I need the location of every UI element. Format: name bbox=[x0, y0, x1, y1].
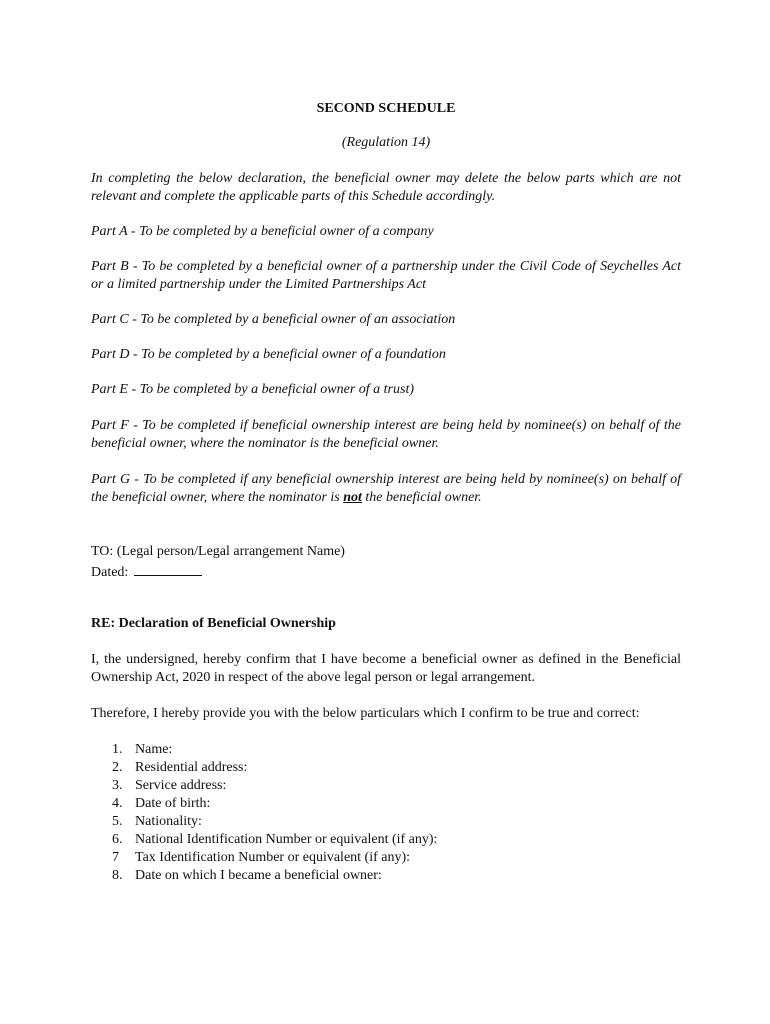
list-item-number: 7 bbox=[112, 850, 119, 865]
list-item-number: 3. bbox=[112, 778, 123, 793]
list-item bbox=[91, 813, 681, 831]
list-item-label: Service address: bbox=[135, 778, 227, 793]
re-heading: RE: Declaration of Beneficial Ownership bbox=[91, 616, 336, 631]
list-item-number: 6. bbox=[112, 832, 123, 847]
list-item-label: National Identification Number or equivalent (if any): bbox=[135, 832, 438, 847]
addressee-to: TO: (Legal person/Legal arrangement Name) bbox=[91, 544, 345, 559]
document-page bbox=[91, 100, 681, 885]
provide-paragraph: Therefore, I hereby provide you with the below particulars which I confirm to be true and correct: bbox=[91, 706, 640, 721]
list-item-number: 8. bbox=[112, 868, 123, 883]
regulation-reference: (Regulation 14) bbox=[341, 135, 431, 150]
dated-label: Dated: bbox=[91, 565, 129, 580]
addressee-block bbox=[91, 543, 681, 582]
dated-blank-line bbox=[134, 561, 202, 576]
part-a: Part A - To be completed by a beneficial owner of a company bbox=[91, 224, 434, 239]
part-b: Part B - To be completed by a beneficial owner of a partnership under the Civil Code of Seychelles Act or a limited partnership under the Limited Partnerships Act bbox=[91, 259, 681, 292]
part-e: Part E - To be completed by a beneficial owner of a trust) bbox=[91, 382, 414, 397]
list-item-number: 5. bbox=[112, 814, 123, 829]
part-f: Part F - To be completed if beneficial ownership interest are being held by nominee(s) on behalf of the beneficial owner, where the nominator is the beneficial owner. bbox=[91, 418, 681, 451]
part-g-text-after: the beneficial owner. bbox=[361, 490, 482, 505]
part-g bbox=[91, 471, 681, 507]
list-item bbox=[91, 867, 681, 885]
list-item bbox=[91, 795, 681, 813]
list-item bbox=[91, 777, 681, 795]
schedule-title: SECOND SCHEDULE bbox=[316, 101, 456, 116]
list-item-number: 2. bbox=[112, 760, 123, 775]
list-item-number: 1. bbox=[112, 742, 123, 757]
part-g-text-before: Part G - To be completed if any beneficial ownership interest are being held by nominee(s) on behalf of the beneficial owner, where the nominator is bbox=[91, 472, 681, 505]
part-d: Part D - To be completed by a beneficial owner of a foundation bbox=[91, 347, 446, 362]
part-g-emphasis: not bbox=[343, 490, 362, 505]
list-item-label: Tax Identification Number or equivalent (if any): bbox=[135, 850, 411, 865]
intro-instructions: In completing the below declaration, the beneficial owner may delete the below parts which are not relevant and complete the applicable parts of this Schedule accordingly. bbox=[91, 171, 681, 204]
part-c: Part C - To be completed by a beneficial owner of an association bbox=[91, 312, 456, 327]
list-item-label: Name: bbox=[135, 742, 173, 757]
dated-row bbox=[91, 561, 681, 582]
list-item-label: Date of birth: bbox=[135, 796, 211, 811]
list-item bbox=[91, 759, 681, 777]
particulars-list bbox=[91, 741, 681, 885]
list-item-number: 4. bbox=[112, 796, 123, 811]
confirmation-paragraph: I, the undersigned, hereby confirm that I have become a beneficial owner as defined in the Beneficial Ownership Act, 2020 in respect of the above legal person or legal arrangement. bbox=[91, 652, 681, 685]
list-item-label: Date on which I became a beneficial owner: bbox=[135, 868, 382, 883]
list-item-label: Residential address: bbox=[135, 760, 248, 775]
list-item bbox=[91, 741, 681, 759]
list-item-label: Nationality: bbox=[135, 814, 202, 829]
list-item bbox=[91, 831, 681, 849]
list-item bbox=[91, 849, 681, 867]
